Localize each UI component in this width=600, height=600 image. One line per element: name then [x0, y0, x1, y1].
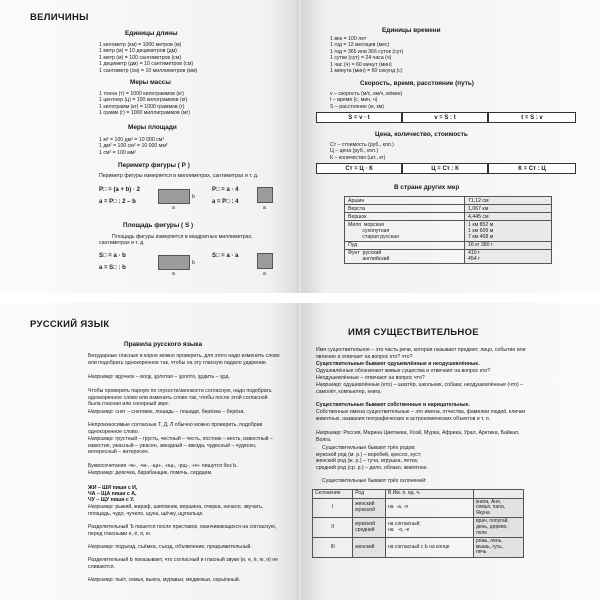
decl-header-gender: Род	[353, 490, 386, 499]
area-rectangle-figure	[158, 255, 190, 270]
declension-row	[313, 498, 524, 518]
perimeter-text: Периметр фигуры измеряется в миллиметрах, сантиметрах и т. д.	[99, 173, 259, 179]
declension-cell-ending: на -а, -я	[385, 498, 473, 518]
declension-row	[313, 538, 524, 558]
perimeter-formula-square-side: a = P□ : 4	[212, 199, 239, 205]
declension-cell-examples: рожь, лень, мышь, гусь, печь	[473, 538, 523, 558]
page-russian-language	[0, 303, 298, 600]
declension-cell-n: II	[313, 518, 353, 538]
example-soft-sign: Например: пьёт, семья, вьюга, муравьи, медвежьи, серьёзный.	[88, 577, 241, 583]
rect-dim-b: b	[192, 194, 195, 200]
mass-list: 1 тонна (т) = 1000 килограммов (кг) 1 центнер (ц) = 100 килограммов (кг) 1 килограмм (кг) = 1000 граммов (г) 1 грамм (г) = 1000 миллиграммов (мг)	[99, 91, 191, 117]
perimeter-heading: Периметр фигуры ( Р )	[118, 162, 190, 169]
area-formula-square: S□ = a · a	[212, 253, 239, 259]
example-hard-sign: Например: подъезд, съёмка, съезд, объявление, предъявительный.	[88, 544, 252, 550]
mass-heading: Меры массы	[130, 79, 171, 86]
declension-cell-ending: на согласный с Ь на конце	[385, 538, 473, 558]
measure-row	[345, 241, 552, 249]
example-combinations: Например: девочка, барабанщик, помочь, сердцем.	[88, 470, 213, 476]
area-figure-heading: Площадь фигуры ( S )	[123, 222, 194, 229]
svt-heading: Скорость, время, расстояние (путь)	[360, 80, 474, 87]
example-silent: Например: грустный – грусть, честный – честь, постник – весть, известный – известие, ужасный – ужасен, звездный – звезда, чудесный – чудесен, интересный – интересен.	[88, 436, 273, 456]
rule-hard-sign: Разделительный Ъ пишется после приставок, оканчивающихся на согласную, перед гласными е, ё, я, ю.	[88, 524, 277, 537]
perimeter-formula-square: P□ = a · 4	[212, 187, 239, 193]
animacy-example: Например: одушевлённые (кто) – шахтёр, школьник, собака; неодушевлённые (что) – самолёт, компьютер, книга.	[316, 382, 524, 395]
formula-time: t = S : v	[488, 112, 576, 123]
price-heading: Цена, количество, стоимость	[375, 131, 468, 138]
perimeter-formula-side: a = P□ : 2 – b	[99, 199, 136, 205]
formula-distance: S = v · t	[316, 112, 402, 123]
declension-heading: Существительные бывают трёх склонений:	[322, 478, 427, 484]
animacy-rule: Существительные бывают одушевлённые и неодушевлённые.	[316, 361, 480, 367]
gender-list: мужской род (м. р.) – воробей, кресло, куст; женский род (ж. р.) – туча, игрушка, летка; средний род (ср. р.) – дело, облако, животное.	[316, 452, 428, 471]
decl-header-example	[473, 490, 523, 499]
rule-letter-combinations: Буквосочетания -чк-, -чн-, -щн-, -нщ-, -рщ-, -нч- пишутся без Ь.	[88, 463, 238, 469]
rectangle-figure	[158, 189, 190, 204]
declension-table	[312, 489, 524, 558]
measure-row	[345, 205, 552, 213]
top-spread	[0, 0, 600, 293]
proper-example: Например: Россия, Марина Цветаева, Хоэй, Мурка, Африка, Урал, Арктика, Байкал, Волга.	[316, 430, 520, 443]
measure-name: Миля морская сухопутная старая русская	[345, 221, 465, 241]
price-legend: Ст – стоимость (руб., коп.) Ц – цена (руб., коп.) К – количество (шт., кг)	[330, 142, 394, 161]
measure-value: 1,067 км	[465, 205, 552, 213]
measure-name: Верста	[345, 205, 465, 213]
declension-cell-examples: книга, Аня, семья, папа, Якуна	[473, 498, 523, 518]
area-rect-dim-a: a	[172, 271, 175, 277]
foreign-heading: В стране других мер	[394, 184, 460, 191]
measure-name: Пуд	[345, 241, 465, 249]
svt-legend: v – скорость (м/с, км/ч, м/мин) t – время (с, мин, ч) S – расстояние (м, км)	[330, 91, 403, 110]
declension-cell-ending: на согласный; на -о, -е	[385, 518, 473, 538]
area-heading: Меры площади	[128, 124, 177, 131]
length-list: 1 километр (км) = 1000 метров (м) 1 метр (м) = 10 дециметров (дм) 1 метр (м) = 100 сантиметров (см) 1 дециметр (дм) = 10 сантиметров (см) 1 сантиметр (см) = 10 миллиметров (мм)	[99, 42, 198, 74]
rule-silent-consonants: Непроизносимые согласные Т, Д, Л обычно можно проверить, подобрав однокоренное слово.	[88, 422, 263, 435]
measure-row	[345, 221, 552, 241]
example-paired: Например: снег – снеговик, лошадь – лошади, берёзка – берёза.	[88, 409, 245, 415]
bottom-spread	[0, 303, 600, 600]
measure-name: Аршин	[345, 197, 465, 205]
rect-dim-a: a	[172, 205, 175, 211]
declension-cell-gender: женский	[353, 538, 386, 558]
area-square-dim-a: a	[263, 271, 266, 277]
area-list: 1 м² = 100 дм² = 10 000 см² 1 дм² = 100 см² = 10 000 мм² 1 см² = 100 мм²	[99, 137, 168, 156]
area-formula-rect: S□ = a · b	[99, 253, 126, 259]
area-square-figure	[257, 253, 273, 269]
declension-cell-examples: врач, попугай, день, дерево, поле	[473, 518, 523, 538]
decl-header-ending: В Им. п. ед. ч.	[385, 490, 473, 499]
formula-cost: Ст = Ц · К	[316, 163, 402, 174]
declension-cell-n: III	[313, 538, 353, 558]
declension-cell-gender: мужской средний	[353, 518, 386, 538]
formula-price: Ц = Ст : К	[402, 163, 488, 174]
length-heading: Единицы длины	[125, 30, 178, 37]
measure-row	[345, 197, 552, 205]
page-title-russian: РУССКИЙ ЯЗЫК	[30, 319, 110, 330]
noun-definition: Имя существительное – это часть речи, которая называет предмет, лицо, событие или явление и отвечает на вопрос кто? что?	[316, 347, 526, 360]
rule-cha-scha: ЧА – ЩА пиши с А,	[88, 491, 137, 497]
proper-explanation: Собственные имена существительные – это имена, отчества, фамилии людей, клички животных, названия географических и астрономических объектов и т. п.	[316, 409, 526, 422]
measure-value: 16 кг 380 г	[465, 241, 552, 249]
rule-soft-sign: Разделительный Ь показывает, что согласный и гласный звуки (и, е, ё, ю, я) не сливаются.	[88, 557, 278, 570]
measure-value: 410 г 454 г	[465, 249, 552, 263]
measure-row	[345, 213, 552, 221]
decl-header-number: Склонение	[313, 490, 353, 499]
measure-name: Фунт русский английский	[345, 249, 465, 263]
animacy-explanation: Одушевлённые обозначают живые существа и отвечают на вопрос кто? Неодушевлённые – отвечают на вопрос что?	[316, 368, 491, 381]
foreign-measures-table	[344, 196, 552, 264]
page-time-measures	[302, 0, 600, 293]
formula-quantity: К = Ст : Ц	[488, 163, 576, 174]
declension-cell-gender: женский мужской	[353, 498, 386, 518]
page-quantities	[0, 0, 298, 293]
measure-row	[345, 249, 552, 263]
declension-row	[313, 518, 524, 538]
time-list: 1 век = 100 лет 1 год = 12 месяцев (мес) 1 год = 365 или 366 суток (сут) 1 сутки (сут) = 24 часа (ч) 1 час (ч) = 60 минут (мин) 1 минута (мин) = 60 секунд (с)	[330, 36, 404, 75]
page-title-noun: ИМЯ СУЩЕСТВИТЕЛЬНОЕ	[348, 327, 479, 338]
measure-value: 4,445 см	[465, 213, 552, 221]
perimeter-formula-rect: P□ = (a + b) · 2	[99, 187, 140, 193]
area-formula-side: a = S□ : b	[99, 265, 126, 271]
area-figure-text-1: Площадь фигуры измеряется в квадратных миллиметрах,	[112, 234, 253, 240]
square-figure	[257, 187, 273, 203]
measure-value: 71,12 см	[465, 197, 552, 205]
example-unstressed: Например: вр̲очнок – вол̲к, з̲олотая – з̲олото, х̲одить – х̲од.	[88, 374, 230, 380]
measure-name: Вершок	[345, 213, 465, 221]
time-heading: Единицы времени	[382, 27, 441, 34]
declension-cell-n: I	[313, 498, 353, 518]
rule-chu-schu: ЧУ – ЩУ пиши с У.	[88, 497, 135, 503]
page-title: ВЕЛИЧИНЫ	[30, 12, 89, 23]
area-rect-dim-b: b	[192, 260, 195, 266]
proper-common-rule: Существительные бывают собственные и нарицательные.	[316, 402, 470, 408]
gender-heading: Существительные бывают трёх родов:	[322, 445, 416, 451]
rules-heading: Правила русского языка	[124, 341, 203, 348]
square-dim-a: a	[263, 205, 266, 211]
area-figure-text-2: сантиметрах и т. д.	[99, 240, 145, 246]
rule-zhi-shi: ЖИ – ШИ пиши с И,	[88, 485, 138, 491]
rule-unstressed-vowels: Безударные гласные в корне можно проверить, для этого надо изменить слово или подобрать однокоренное так, чтобы на эту гласную падало ударение.	[88, 353, 280, 366]
page-noun	[302, 303, 600, 600]
example-zhi-shi: Например: рыжий, жираф, шиповник, вершина, очерка, начало, звучать, площадь, чудо, чучело, щука, щёчку, щупальце.	[88, 504, 264, 517]
formula-speed: v = S : t	[402, 112, 488, 123]
rule-paired-consonants: Чтобы проверить парную по глухости/звонкости согласную, надо подобрать однокоренное слово или изменить слово так, чтобы после этой согласной была гласная или сонорный звук.	[88, 388, 272, 408]
measure-value: 1 км 852 м 1 км 609 м 7 км 468 м	[465, 221, 552, 241]
